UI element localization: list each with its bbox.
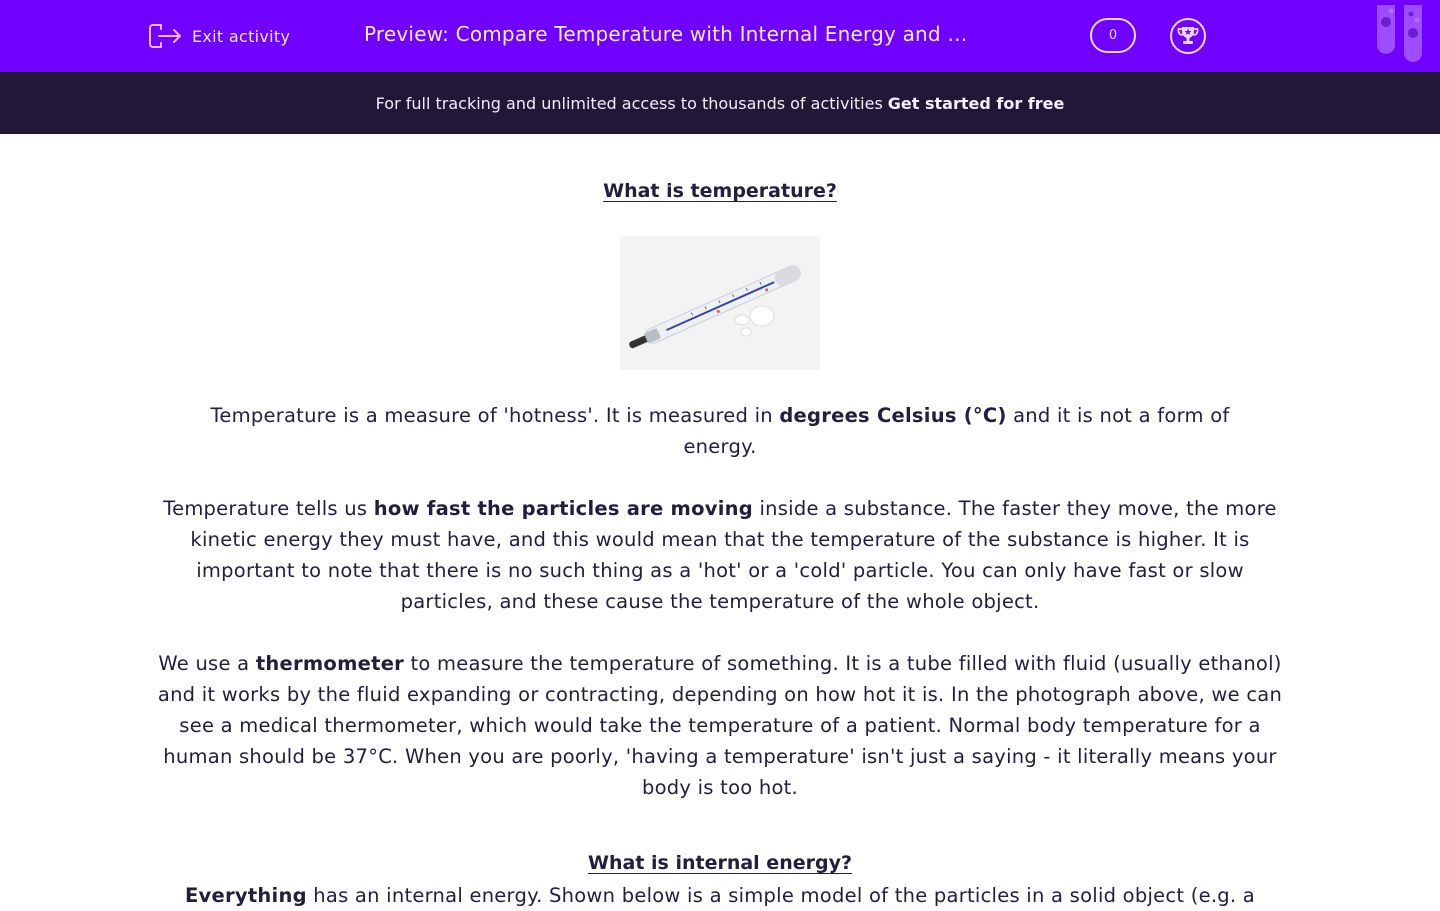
banner-text: For full tracking and unlimited access to thousands of activities <box>375 93 883 113</box>
exit-door-arrow-icon <box>149 22 182 50</box>
score-counter <box>1090 18 1136 53</box>
exit-activity-button[interactable] <box>149 21 290 51</box>
signup-banner <box>0 72 1440 134</box>
thermometer-photo <box>620 236 820 370</box>
page-title: Preview: Compare Temperature with Internal Energy and … <box>364 22 968 46</box>
paragraph-particle-speed: Temperature tells us how fast the particles are moving inside a substance. The faster they move, the more kinetic energy they must have, and this would mean that the temperature of the substance is higher. It is important to note that there is no such thing as a 'hot' or a 'cold' particle. You can only have fast or slow particles, and these cause the temperature of the whole object. <box>163 497 1277 613</box>
paragraph-thermometer: We use a thermometer to measure the temperature of something. It is a tube filled with fluid (usually ethanol) and it works by the fluid expanding or contracting, depending on how hot it is. In the photograph above, we can see a medical thermometer, which would take the temperature of a patient. Normal body temperature for a human should be 37°C. When you are poorly, 'having a temperature' isn't just a saying - it literally means your body is too hot. <box>157 652 1283 799</box>
trophy-button[interactable] <box>1170 18 1206 54</box>
lesson-content <box>140 134 1300 911</box>
top-bar <box>0 0 1440 72</box>
paragraph-temperature-definition: Temperature is a measure of 'hotness'. It is measured in degrees Celsius (°C) and it is not a form of energy. <box>210 404 1230 458</box>
test-tubes-logo-icon <box>1374 5 1434 65</box>
trophy-icon <box>1177 26 1199 46</box>
exit-activity-label: Exit activity <box>192 26 291 46</box>
paragraph-internal-energy: Everything has an internal energy. Shown below is a simple model of the particles in a solid object (e.g. a <box>184 884 1255 907</box>
heading-what-is-internal-energy: What is internal energy? <box>588 852 852 874</box>
score-value: 0 <box>1108 28 1118 43</box>
get-started-link[interactable]: Get started for free <box>887 93 1065 113</box>
heading-what-is-temperature: What is temperature? <box>603 180 837 202</box>
